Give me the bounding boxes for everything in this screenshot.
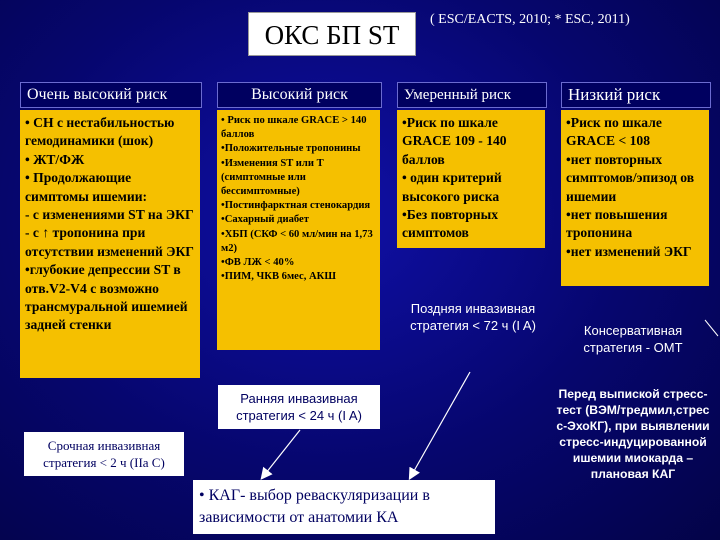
conservative-strategy: Консервативная стратегия - ОМТ xyxy=(583,323,683,355)
criterion: •Постинфарктная стенокардия xyxy=(221,200,371,212)
criterion: •ПИМ, ЧКВ 6мес, АКШ xyxy=(221,271,336,283)
urgent-invasive-strategy: Срочная инвазивная стратегия < 2 ч (IIa С) xyxy=(24,432,184,476)
arrow-early-to-cag xyxy=(262,430,300,478)
criterion: •нет повторных симптомов/эпизод ов ишемии xyxy=(566,151,695,204)
criterion: • Продолжающие симптомы ишемии: xyxy=(25,170,148,204)
criterion: • СН с нестабильностью гемодинамики (шок) xyxy=(25,115,175,149)
cag-revascularization-note: • КАГ- выбор реваскуляризации в зависимости от анатомии КА xyxy=(193,480,495,534)
criterion: - с изменениями ST на ЭКГ xyxy=(25,207,194,223)
late-invasive-strategy: Поздняя инвазивная стратегия < 72 ч (I A) xyxy=(410,301,536,333)
arrow-late-to-cag xyxy=(410,372,470,478)
criterion: •Положительные тропонины xyxy=(221,143,361,155)
criterion: •нет изменений ЭКГ xyxy=(566,243,692,259)
header-very-high-risk: Очень высокий риск xyxy=(20,82,202,108)
criterion: •ФВ ЛЖ < 40% xyxy=(221,257,295,269)
criterion: •ХБП (СКФ < 60 мл/мин на 1,73 м2) xyxy=(221,228,373,254)
header-high-risk: Высокий риск xyxy=(217,82,382,108)
high-risk-criteria xyxy=(217,110,380,350)
very-high-risk-criteria xyxy=(20,110,200,378)
early-invasive-strategy: Ранняя инвазивная стратегия < 24 ч (I A) xyxy=(218,385,380,429)
criterion: - с ↑ тропонина при отсутствии изменений ЭКГ xyxy=(25,225,194,259)
criterion: •Риск по шкале GRACE 109 - 140 баллов xyxy=(402,115,507,167)
criterion: • один критерий высокого риска xyxy=(402,170,502,204)
criterion: •Изменения ST или T (симптомные или бессимптомные) xyxy=(221,157,324,198)
criterion: •Сахарный диабет xyxy=(221,214,309,226)
criterion: •глубокие депрессии ST в отв.V2-V4 с возможно трансмуральной ишемией задней стенки xyxy=(25,262,188,333)
criterion: •Риск по шкале GRACE < 108 xyxy=(566,115,662,149)
criterion: •Без повторных симптомов xyxy=(402,207,499,241)
stress-test-recommendation: Перед выпиской стресс-тест (ВЭМ/тредмил,стрес с-ЭхоКГ), при выявлении стресс-индуцированной ишемии миокарда – плановая КАГ xyxy=(556,387,710,481)
header-low-risk: Низкий риск xyxy=(561,82,711,108)
criterion: • ЖТ/ФЖ xyxy=(25,151,85,167)
header-moderate-risk: Умеренный риск xyxy=(397,82,547,108)
source-reference: ( ESC/EACTS, 2010; * ESC, 2011) xyxy=(430,12,630,27)
criterion: •нет повышения тропонина xyxy=(566,207,668,241)
criterion: • Риск по шкале GRACE > 140 баллов xyxy=(221,115,367,141)
moderate-risk-criteria xyxy=(397,110,545,248)
page-title: ОКС БП ST xyxy=(248,12,416,56)
low-risk-criteria xyxy=(561,110,709,286)
